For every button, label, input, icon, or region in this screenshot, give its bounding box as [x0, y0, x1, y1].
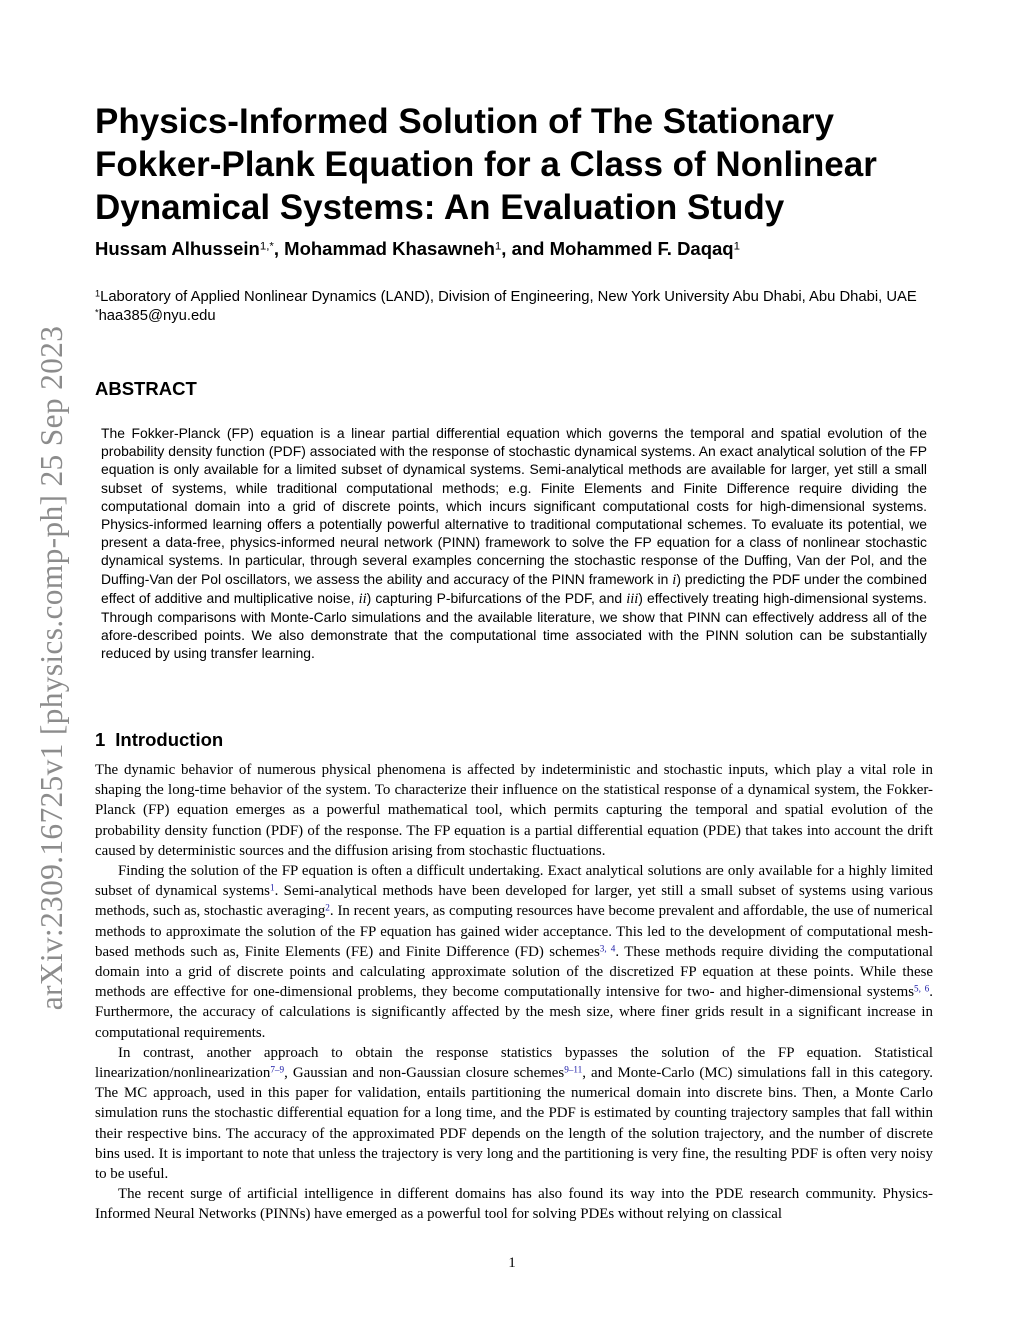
enum-marker: i	[672, 571, 677, 588]
abstract-heading: ABSTRACT	[95, 378, 197, 399]
abstract-text: ) effectively treating high-dimensional systems. Through comparisons with Monte-Carlo simulations and the available literature, we show that PINN can effectively address all of the afore-described points. We also demonstrate that the computational time associated with the PINN solution can be substantially reduced by using transfer learning.	[101, 589, 927, 662]
email-address[interactable]: haa385@nyu.edu	[98, 308, 216, 324]
paragraph-text: In contrast, another approach to obtain the response statistics bypasses the solution of the FP equation. Statistical linearization/nonlinearization	[95, 1044, 933, 1082]
paragraph	[95, 760, 933, 861]
paragraph	[95, 1184, 933, 1224]
citation-link[interactable]: 3, 4	[599, 943, 616, 954]
affiliation-mark: 1	[95, 288, 101, 299]
affiliations	[95, 288, 935, 326]
paragraph-text: The dynamic behavior of numerous physical phenomena is affected by indeterministic and stochastic inputs, which play a vital role in shaping the long-time behavior of the system. To characterize their influence on the statistical response of a dynamical system, the Fokker-Planck (FP) equation emerges as a powerful mathematical tool, which permits capturing the temporal and spatial evolution of the probability density function (PDF) of the response. The FP equation is a partial differential equation (PDE) that takes into account the drift caused by deterministic sources and the diffusion arising from stochastic fluctuations.	[95, 762, 933, 859]
citation-link[interactable]: 1	[269, 882, 275, 893]
paragraph-text: . These methods require dividing the computational domain into a grid of discrete points and calculating approximate solution of the discretized FP equation at these points. While these methods are effective for one-dimensional problems, they become computationally intensive for two- and higher-dimensional systems	[95, 943, 933, 1001]
paragraph-text: . In recent years, as computing resources have become prevalent and affordable, the use of numerical methods to approximate the solution of the FP equation has gained wider acceptance. This led to the development of computational mesh-based methods such as, Finite Elements (FE) and Finite Difference (FD) schemes	[95, 903, 933, 960]
enum-marker: iii	[626, 590, 639, 607]
affiliation-line	[95, 288, 935, 307]
paragraph	[95, 861, 933, 1043]
paper-title: Physics-Informed Solution of The Stationary Fokker-Plank Equation for a Class of Nonlinear Dynamical Systems: An Evaluation Study	[95, 102, 877, 227]
enum-marker: ii	[358, 590, 367, 607]
author-separator: ,	[273, 238, 285, 259]
citation-link[interactable]: 7–9	[270, 1064, 285, 1075]
arxiv-identifier: arXiv:2309.16725v1 [physics.comp-ph] 25 Sep 2023	[34, 325, 69, 1011]
email-mark: *	[95, 307, 99, 318]
author-affiliation-mark: 1	[733, 240, 740, 253]
author-name: Hussam Alhussein	[95, 238, 260, 259]
affiliation-text: Laboratory of Applied Nonlinear Dynamics (LAND), Division of Engineering, New York University Abu Dhabi, Abu Dhabi, UAE	[100, 289, 917, 305]
author-name: Mohammad Khasawneh	[284, 238, 495, 259]
citation-link[interactable]: 2	[325, 902, 330, 913]
paragraph-text: Finding the solution of the FP equation is often a difficult undertaking. Exact analytical solutions are only available for a highly limited subset of dynamical systems	[95, 863, 933, 900]
author-name: Mohammed F. Daqaq	[549, 238, 734, 259]
paragraph-text: . Semi-analytical methods have been developed for larger, yet still a small subset of systems using various methods, such as, stochastic averaging	[95, 883, 933, 920]
abstract-text: The Fokker-Planck (FP) equation is a linear partial differential equation which governs the temporal and spatial evolution of the probability density function (PDF) associated with the response of stochastic dynamical systems. An exact analytical solution of the FP equation is only available for a limited subset of dynamical systems. Semi-analytical methods are available for larger, yet still a small subset of systems, while traditional computational methods; e.g. Finite Elements and Finite Difference require dividing the computational domain into a grid of discrete points, which incurs significant computational costs for high-dimensional systems. Physics-informed learning offers a potentially powerful alternative to traditional computational schemes. To evaluate its potential, we present a data-free, physics-informed neural network (PINN) framework to solve the FP equation for a class of nonlinear stochastic dynamical systems. In particular, through several examples concerning the stochastic response of the Duffing, Van der Pol, and the Duffing-Van der Pol oscillators, we assess the ability and accuracy of the PINN framework in	[101, 425, 927, 587]
citation-link[interactable]: 9–11	[564, 1064, 583, 1075]
section-title: Introduction	[115, 729, 224, 750]
page-number: 1	[508, 1255, 516, 1271]
email-line	[95, 307, 935, 326]
paragraph-text: . Furthermore, the accuracy of calculations is significantly affected by the mesh size, where finer grids result in a significant increase in computational requirements.	[95, 984, 933, 1041]
author-list	[95, 238, 935, 260]
introduction-body	[95, 760, 933, 1225]
arxiv-stamp	[0, 0, 78, 1325]
paragraph	[95, 1043, 933, 1184]
section-heading-introduction	[95, 729, 223, 751]
section-number: 1	[95, 729, 106, 750]
paragraph-text: The recent surge of artificial intelligence in different domains has also found its way into the PDE research community. Physics-Informed Neural Networks (PINNs) have emerged as a powerful tool for solving PDEs without relying on classical	[95, 1186, 933, 1223]
paragraph-text: , and Monte-Carlo (MC) simulations fall in this category. The MC approach, used in this paper for validation, entails partitioning the numerical domain into discrete bins. Then, a Monte Carlo simulation runs the stochastic differential equation for a long time, and the PDF is estimated by counting trajectory samples that fall within their respective bins. The accuracy of the approximated PDF depends on the length of the solution trajectory, and the number of discrete bins used. It is important to note that unless the trajectory is very long and the partitioning is very fine, the resulting PDF is often very noisy to be useful.	[95, 1065, 933, 1183]
citation-link[interactable]: 5, 6	[914, 983, 930, 994]
author-affiliation-mark: 1	[494, 240, 502, 253]
abstract-text: ) predicting the PDF under the combined effect of additive and multiplicative noise,	[101, 570, 927, 606]
abstract-text: ) capturing P-bifurcations of the PDF, and	[366, 589, 627, 606]
author-separator: , and	[501, 238, 550, 259]
author-affiliation-mark: 1,*	[259, 240, 274, 253]
abstract-body	[101, 424, 927, 663]
paragraph-text: , Gaussian and non-Gaussian closure schemes	[284, 1065, 565, 1082]
